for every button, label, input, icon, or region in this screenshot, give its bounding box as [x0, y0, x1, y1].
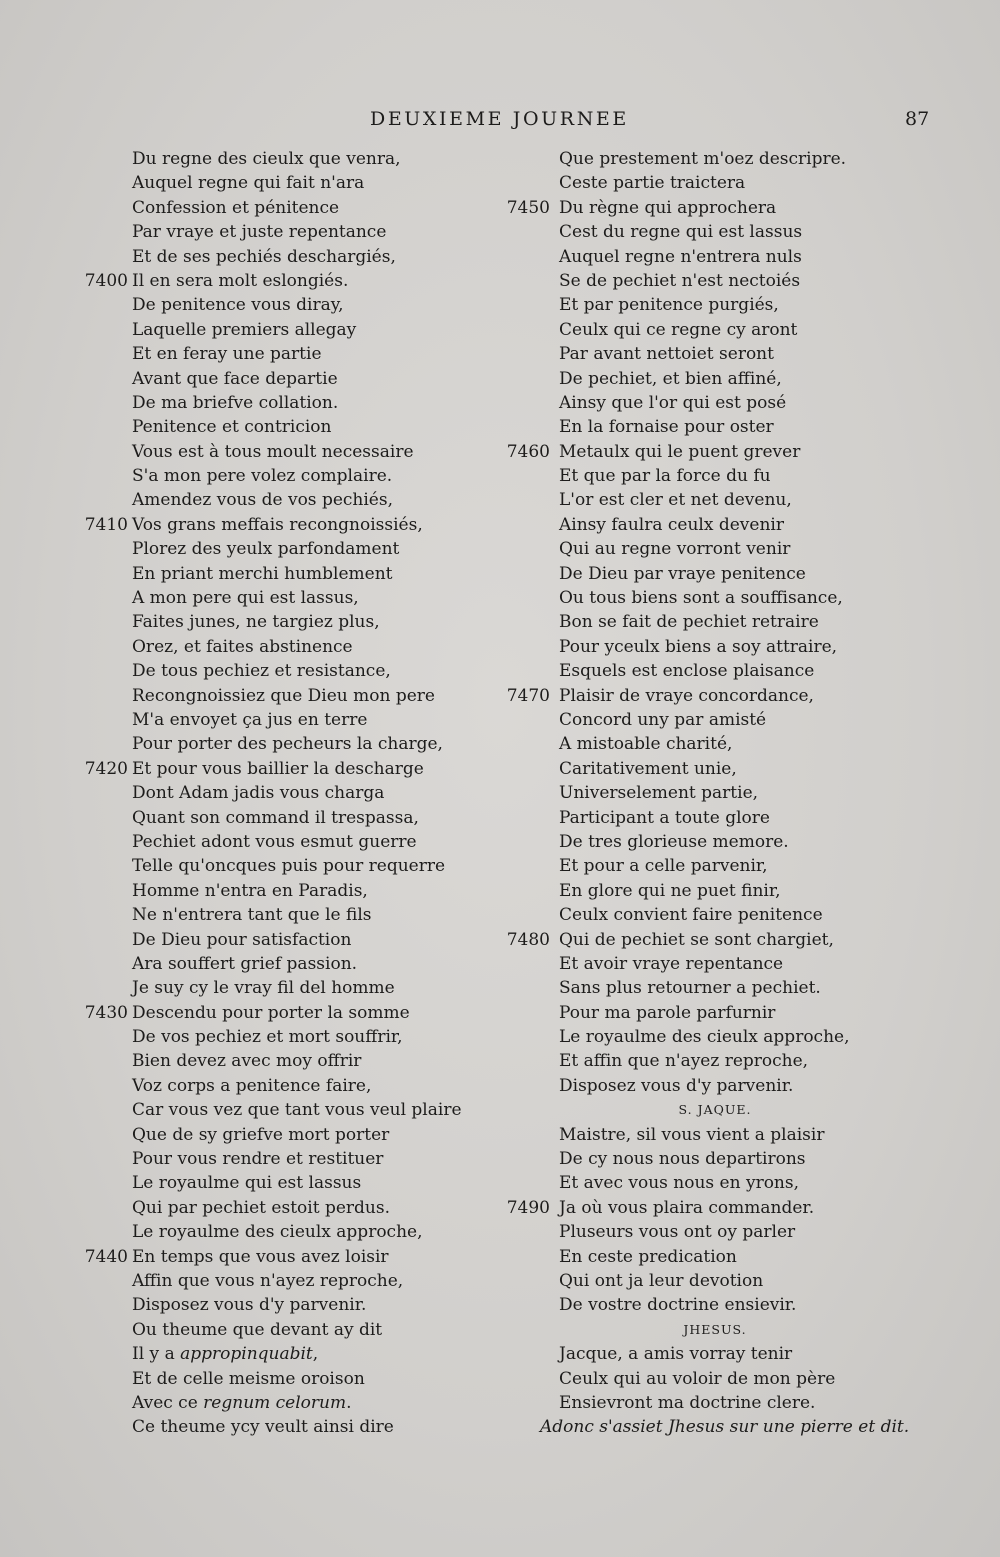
verse-line	[72, 1025, 502, 1049]
verse-line	[500, 732, 930, 756]
verse-text: De vos pechiez et mort souffrir,	[132, 1027, 403, 1048]
verse-line	[72, 147, 502, 171]
verse-line	[500, 147, 930, 171]
verse-text: Et pour vous baillier la descharge	[132, 758, 424, 779]
verse-text: Ne n'entrera tant que le fils	[132, 905, 372, 926]
verse-line	[500, 976, 930, 1000]
verse-line	[500, 610, 930, 634]
verse-line	[500, 1245, 930, 1269]
verse-line	[500, 586, 930, 610]
verse-text: Qui de pechiet se sont chargiet,	[559, 929, 834, 950]
verse-line	[72, 952, 502, 976]
verse-text: Faites junes, ne targiez plus,	[132, 612, 380, 633]
verse-text: Pour yceulx biens a soy attraire,	[559, 636, 838, 657]
verse-line	[72, 1293, 502, 1317]
verse-text: Plorez des yeulx parfondament	[132, 539, 400, 560]
verse-text: Homme n'entra en Paradis,	[132, 880, 368, 901]
verse-text: Et que par la force du fu	[559, 466, 771, 487]
line-number: 7480	[506, 929, 550, 950]
line-number: 7410	[84, 514, 128, 535]
verse-text: De ma briefve collation.	[132, 392, 339, 413]
verse-text: Pour ma parole parfurnir	[559, 1002, 776, 1023]
verse-line	[72, 732, 502, 756]
verse-line	[72, 391, 502, 415]
running-head: DEUXIEME JOURNEE	[370, 108, 629, 130]
verse-line	[72, 1123, 502, 1147]
verse-text: Caritativement unie,	[559, 758, 737, 779]
verse-line	[500, 245, 930, 269]
verse-text: Du regne des cieulx que venra,	[132, 149, 401, 169]
verse-line	[72, 1147, 502, 1171]
verse-line	[500, 1342, 930, 1366]
verse-text: Ainsy faulra ceulx devenir	[559, 514, 784, 535]
verse-line	[500, 1147, 930, 1171]
right-column	[500, 147, 930, 1440]
verse-text: Pour porter des pecheurs la charge,	[132, 734, 443, 755]
verse-line	[500, 513, 930, 537]
verse-line	[500, 318, 930, 342]
verse-text: Participant a toute glore	[559, 807, 770, 828]
verse-line	[72, 464, 502, 488]
verse-line	[72, 854, 502, 878]
verse-text: Bien devez avec moy offrir	[132, 1051, 362, 1072]
verse-line	[72, 1342, 502, 1366]
verse-line	[500, 757, 930, 781]
verse-text: Vos grans meffais recongnoissiés,	[132, 514, 423, 535]
verse-line	[500, 171, 930, 195]
verse-text: Par avant nettoiet seront	[559, 344, 774, 365]
verse-line	[72, 976, 502, 1000]
verse-line	[500, 440, 930, 464]
verse-text: De penitence vous diray,	[132, 295, 344, 316]
verse-text: Que prestement m'oez descripre.	[559, 149, 847, 169]
verse-line	[72, 903, 502, 927]
verse-text: Qui ont ja leur devotion	[559, 1270, 764, 1291]
verse-line	[500, 635, 930, 659]
verse-text: De pechiet, et bien affiné,	[559, 368, 782, 389]
verse-text: Du règne qui approchera	[559, 197, 777, 218]
verse-text: Cest du regne qui est lassus	[559, 222, 803, 243]
verse-text: Je suy cy le vray fil del homme	[132, 978, 395, 999]
verse-text: Ou tous biens sont a souffisance,	[559, 588, 843, 609]
verse-text: JHESUS.	[683, 1321, 747, 1337]
verse-text-end: ,	[312, 1344, 319, 1365]
verse-line	[72, 367, 502, 391]
verse-text: Confession et pénitence	[132, 197, 340, 218]
verse-line	[72, 586, 502, 610]
verse-text: Orez, et faites abstinence	[132, 636, 353, 657]
verse-text: Voz corps a penitence faire,	[132, 1075, 372, 1096]
verse-line	[500, 488, 930, 512]
verse-line	[500, 464, 930, 488]
verse-text: Amendez vous de vos pechiés,	[132, 490, 393, 511]
verse-line	[500, 659, 930, 683]
verse-text: Et avoir vraye repentance	[559, 953, 784, 974]
verse-text: De vostre doctrine ensievir.	[559, 1295, 797, 1316]
verse-line	[500, 708, 930, 732]
verse-line	[72, 440, 502, 464]
verse-line	[72, 196, 502, 220]
verse-line	[72, 879, 502, 903]
verse-line	[500, 854, 930, 878]
verse-line	[72, 781, 502, 805]
verse-line	[72, 415, 502, 439]
latin-quote: regnum celorum	[203, 1392, 347, 1413]
verse-line	[72, 537, 502, 561]
verse-line	[500, 562, 930, 586]
verse-line	[500, 342, 930, 366]
verse-text	[132, 1342, 318, 1366]
verse-line	[500, 367, 930, 391]
verse-line	[72, 1367, 502, 1391]
verse-line	[500, 1269, 930, 1293]
verse-text: Et avec vous nous en yrons,	[559, 1173, 800, 1194]
verse-line	[500, 537, 930, 561]
verse-line	[72, 269, 502, 293]
verse-line	[72, 1220, 502, 1244]
verse-line	[72, 488, 502, 512]
verse-text: A mistoable charité,	[559, 734, 733, 755]
verse-line	[72, 1171, 502, 1195]
verse-text: Et par penitence purgiés,	[559, 295, 779, 316]
verse-text: Quant son command il trespassa,	[132, 807, 419, 828]
verse-line	[72, 318, 502, 342]
verse-text: Esquels est enclose plaisance	[559, 661, 815, 682]
verse-text: Telle qu'oncques puis pour requerre	[132, 856, 446, 877]
verse-text: Metaulx qui le puent grever	[559, 441, 801, 462]
verse-text: Concord uny par amisté	[559, 709, 767, 730]
verse-text: Ja où vous plaira commander.	[559, 1197, 815, 1218]
verse-line	[500, 903, 930, 927]
verse-text: De tres glorieuse memore.	[559, 831, 789, 852]
verse-text: En ceste predication	[559, 1246, 737, 1267]
verse-line	[72, 293, 502, 317]
verse-text: Et affin que n'ayez reproche,	[559, 1051, 809, 1072]
verse-text: Pechiet adont vous esmut guerre	[132, 831, 417, 852]
verse-line	[72, 1415, 502, 1439]
verse-line	[500, 220, 930, 244]
verse-text: M'a envoyet ça jus en terre	[132, 709, 368, 730]
verse-line	[72, 171, 502, 195]
verse-line	[500, 1196, 930, 1220]
verse-line	[72, 1245, 502, 1269]
verse-text: En glore qui ne puet finir,	[559, 880, 781, 901]
verse-text: Penitence et contricion	[132, 417, 332, 438]
verse-line	[500, 1367, 930, 1391]
verse-line	[72, 1049, 502, 1073]
verse-text: Descendu pour porter la somme	[132, 1002, 410, 1023]
verse-text: Auquel regne qui fait n'ara	[132, 173, 365, 194]
verse-line	[72, 928, 502, 952]
line-number: 7460	[506, 441, 550, 462]
verse-text	[132, 1391, 352, 1415]
verse-line	[500, 830, 930, 854]
verse-text: Ce theume ycy veult ainsi dire	[132, 1417, 394, 1438]
verse-text: Ceste partie traictera	[559, 173, 746, 194]
verse-text: Car vous vez que tant vous veul plaire	[132, 1100, 462, 1121]
verse-line	[500, 1220, 930, 1244]
verse-line	[500, 879, 930, 903]
verse-line	[500, 293, 930, 317]
verse-text: Ceulx qui ce regne cy aront	[559, 319, 798, 340]
verse-text: Bon se fait de pechiet retraire	[559, 612, 819, 633]
verse-line	[500, 928, 930, 952]
left-column	[72, 147, 502, 1440]
verse-text: Pluseurs vous ont oy parler	[559, 1222, 796, 1243]
verse-text: Ensievront ma doctrine clere.	[559, 1392, 816, 1413]
verse-text: Laquelle premiers allegay	[132, 319, 357, 340]
verse-line	[72, 245, 502, 269]
verse-text: Disposez vous d'y parvenir.	[132, 1295, 367, 1316]
verse-line	[72, 562, 502, 586]
verse-text: Le royaulme qui est lassus	[132, 1173, 362, 1194]
verse-text: Ara souffert grief passion.	[132, 953, 358, 974]
verse-text: De cy nous nous departirons	[559, 1149, 806, 1170]
verse-text: Adonc s'assiet Jhesus sur une pierre et dit.	[540, 1417, 910, 1438]
verse-line	[72, 220, 502, 244]
verse-text: En priant merchi humblement	[132, 563, 393, 584]
verse-text: Jacque, a amis vorray tenir	[559, 1344, 793, 1365]
verse-line	[72, 635, 502, 659]
verse-text: Ainsy que l'or qui est posé	[559, 392, 787, 413]
verse-line	[500, 1025, 930, 1049]
verse-text: Et de ses pechiés deschargiés,	[132, 246, 396, 267]
verse-text: De Dieu pour satisfaction	[132, 929, 352, 950]
verse-line	[72, 1196, 502, 1220]
verse-text: Le royaulme des cieulx approche,	[559, 1027, 850, 1048]
verse-text: De tous pechiez et resistance,	[132, 661, 391, 682]
stage-direction	[500, 1415, 930, 1439]
verse-text: Qui par pechiet estoit perdus.	[132, 1197, 390, 1218]
verse-line	[500, 1171, 930, 1195]
verse-line	[500, 1049, 930, 1073]
verse-line	[500, 1074, 930, 1098]
verse-text: Plaisir de vraye concordance,	[559, 685, 814, 706]
verse-text: Et de celle meisme oroison	[132, 1368, 365, 1389]
verse-text: En temps que vous avez loisir	[132, 1246, 389, 1267]
verse-line	[500, 269, 930, 293]
page-number: 87	[905, 108, 930, 130]
verse-text: Ceulx convient faire penitence	[559, 905, 823, 926]
verse-line	[72, 513, 502, 537]
line-number: 7490	[506, 1197, 550, 1218]
verse-line	[72, 1318, 502, 1342]
verse-line	[72, 1391, 502, 1415]
verse-line	[72, 1001, 502, 1025]
line-number: 7420	[84, 758, 128, 779]
verse-text: Auquel regne n'entrera nuls	[559, 246, 802, 267]
verse-line	[72, 659, 502, 683]
verse-text: A mon pere qui est lassus,	[132, 588, 359, 609]
verse-text: Qui au regne vorront venir	[559, 539, 791, 560]
verse-text: De Dieu par vraye penitence	[559, 563, 806, 584]
verse-text: Dont Adam jadis vous charga	[132, 783, 385, 804]
verse-line	[500, 684, 930, 708]
verse-line	[72, 806, 502, 830]
verse-line	[72, 1269, 502, 1293]
verse-line	[500, 1123, 930, 1147]
line-number: 7450	[506, 197, 550, 218]
verse-text: Le royaulme des cieulx approche,	[132, 1222, 423, 1243]
latin-quote: appropinquabit	[180, 1344, 313, 1365]
verse-line	[72, 1098, 502, 1122]
verse-line	[500, 1391, 930, 1415]
verse-text: Maistre, sil vous vient a plaisir	[559, 1124, 825, 1145]
line-number: 7470	[506, 685, 550, 706]
verse-text: Que de sy griefve mort porter	[132, 1124, 390, 1145]
speaker-heading	[500, 1098, 930, 1122]
verse-line	[72, 684, 502, 708]
verse-line	[72, 610, 502, 634]
verse-text: Disposez vous d'y parvenir.	[559, 1075, 794, 1096]
verse-text: Universelement partie,	[559, 783, 759, 804]
verse-line	[72, 708, 502, 732]
verse-text: Ou theume que devant ay dit	[132, 1319, 383, 1340]
verse-text: L'or est cler et net devenu,	[559, 490, 792, 511]
verse-text: Sans plus retourner a pechiet.	[559, 978, 821, 999]
verse-line	[500, 391, 930, 415]
verse-text: Ceulx qui au voloir de mon père	[559, 1368, 836, 1389]
verse-line	[72, 757, 502, 781]
verse-line	[72, 1074, 502, 1098]
verse-line	[500, 806, 930, 830]
line-number: 7430	[84, 1002, 128, 1023]
verse-text-end: .	[346, 1392, 352, 1413]
verse-line	[500, 415, 930, 439]
verse-line	[500, 781, 930, 805]
verse-text: Vous est à tous moult necessaire	[132, 441, 414, 462]
speaker-heading	[500, 1318, 930, 1342]
verse-line	[500, 1293, 930, 1317]
verse-text: S. JAQUE.	[678, 1102, 752, 1118]
verse-line	[500, 952, 930, 976]
line-number: 7440	[84, 1246, 128, 1267]
verse-text: Recongnoissiez que Dieu mon pere	[132, 685, 435, 706]
verse-text-start: Il y a	[132, 1344, 181, 1365]
verse-line	[72, 342, 502, 366]
verse-text: En la fornaise pour oster	[559, 417, 774, 438]
verse-text: Et en feray une partie	[132, 344, 322, 365]
verse-text: Et pour a celle parvenir,	[559, 856, 768, 877]
verse-text: Par vraye et juste repentance	[132, 222, 387, 243]
verse-text: Avant que face departie	[132, 368, 338, 389]
verse-text: S'a mon pere volez complaire.	[132, 466, 393, 487]
verse-text: Affin que vous n'ayez reproche,	[132, 1270, 404, 1291]
verse-text: Il en sera molt eslongiés.	[132, 270, 349, 291]
verse-text-start: Avec ce	[132, 1392, 204, 1413]
verse-line	[72, 830, 502, 854]
verse-line	[500, 196, 930, 220]
verse-text: Se de pechiet n'est nectoiés	[559, 270, 801, 291]
line-number: 7400	[84, 270, 128, 291]
verse-text: Pour vous rendre et restituer	[132, 1149, 384, 1170]
verse-line	[500, 1001, 930, 1025]
